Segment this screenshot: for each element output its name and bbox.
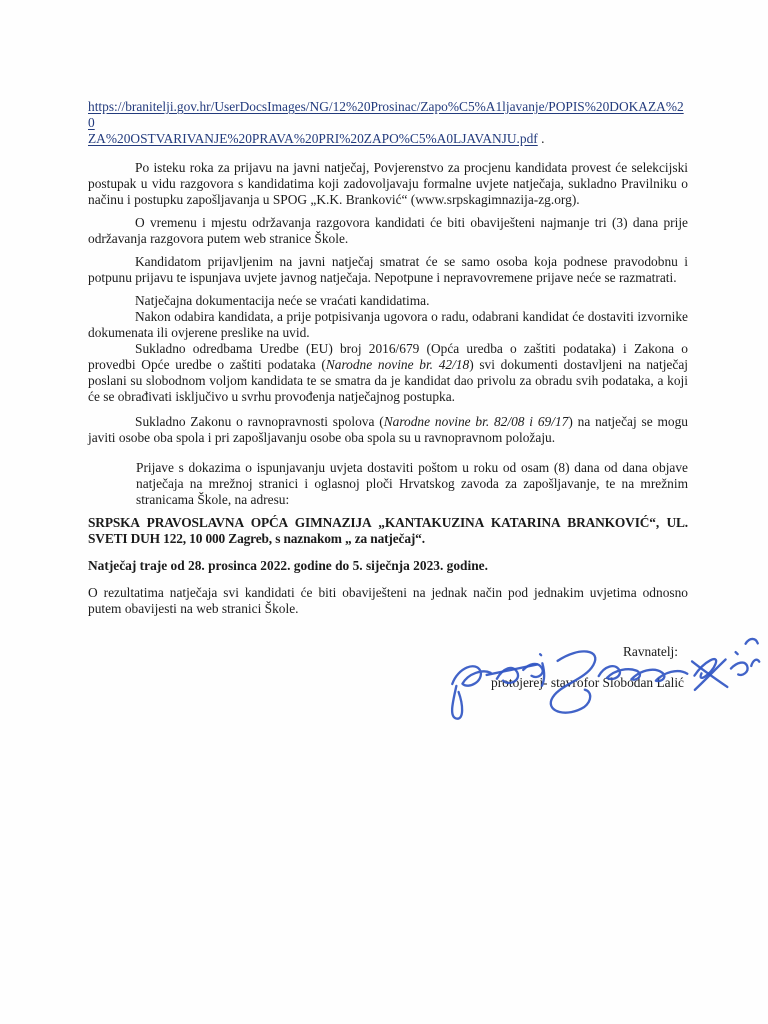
signature-block	[88, 644, 688, 730]
gdpr-text-post: ) svi dokumenti dostavljeni na natječaj poslani su slobodnom voljom kandidata te se smatra da je kandidat dao privolu za obradu svih podataka, a koji će se obrađivati isključivo u svrhu provođenja natječajnog postupka.	[88, 357, 688, 404]
paragraph-gdpr	[88, 341, 688, 405]
paragraph-submission-instructions: Prijave s dokazima o ispunjavanju uvjeta dostaviti poštom u roku od osam (8) dana od dana objave natječaja na mrežnoj stranici i oglasnoj ploči Hrvatskog zavoda za zapošljavanje, te na mrežnim stranicama Škole, na adresu:	[136, 460, 688, 507]
pdf-link-line-2: ZA%20OSTVARIVANJE%20PRAVA%20PRI%20ZAPO%C5%A0LJAVANJU.pdf	[88, 131, 538, 146]
paragraph-gender-equality	[88, 414, 688, 446]
paragraph-originals-on-request: Nakon odabira kandidata, a prije potpisivanja ugovora o radu, odabrani kandidat će dostaviti izvornike dokumenata ili ovjerene preslike na uvid.	[88, 309, 688, 340]
gdpr-text-pre: Sukladno odredbama Uredbe (EU) broj 2016/679 (Opća uredba o zaštiti podataka) i Zakona o provedbi Opće uredbe o zaštiti podataka (	[88, 341, 688, 372]
signer-title: Ravnatelj:	[622, 644, 678, 659]
gender-text-pre: Sukladno Zakonu o ravnopravnosti spolova (	[135, 414, 384, 429]
paragraph-results-notice: O rezultatima natječaja svi kandidati će biti obaviješteni na jednak način pod jednakim uvjetima odnosno putem obavijesti na web stranici Škole.	[88, 585, 688, 616]
gdpr-gazette-reference: Narodne novine br. 42/18	[325, 357, 470, 372]
link-trailing-period: .	[537, 131, 545, 146]
paragraph-interview-notice: O vremenu i mjestu održavanja razgovora kandidati će biti obaviješteni najmanje tri (3) dana prije održavanja razgovora putem web stranice Škole.	[88, 215, 688, 246]
paragraph-documentation-return: Natječajna dokumentacija neće se vraćati kandidatima.	[135, 293, 430, 308]
signer-name: protojerej- stavrofor Slobodan Lalić	[491, 675, 684, 690]
pdf-link-line-1: https://branitelji.gov.hr/UserDocsImages/NG/12%20Prosinac/Zapo%C5%A1ljavanje/POPIS%20DOKAZA%20	[88, 99, 684, 130]
pdf-link-paragraph	[88, 99, 688, 147]
paragraph-selection-process: Po isteku roka za prijavu na javni natječaj, Povjerenstvo za procjenu kandidata provest će selekcijski postupak u vidu razgovora s kandidatima koji zadovoljavaju formalne uvjete natječaja, sukladno Pravilniku o načinu i postupku zapošljavanja u SPOG „K.K. Branković“ (www.srpskagimnazija-zg.org).	[88, 160, 688, 207]
pdf-link[interactable]	[88, 99, 688, 146]
paragraph-valid-applications: Kandidatom prijavljenim na javni natječaj smatrat će se samo osoba koja podnese pravodobnu i potpunu prijavu te ispunjava uvjete javnog natječaja. Nepotpune i nepravovremene prijave neće se razmatrati.	[88, 254, 688, 285]
competition-duration: Natječaj traje od 28. prosinca 2022. godine do 5. siječnja 2023. godine.	[88, 558, 488, 573]
school-address: SRPSKA PRAVOSLAVNA OPĆA GIMNAZIJA „KANTAKUZINA KATARINA BRANKOVIĆ“, UL. SVETI DUH 122, 10 000 Zagreb, s naznakom „ za natječaj“.	[88, 515, 688, 546]
gender-text-post: ) na natječaj se mogu javiti osobe oba spola i pri zapošljavanju osobe oba spola su u ravnopravnom položaju.	[88, 414, 688, 445]
document-body	[88, 99, 688, 730]
gender-gazette-reference: Narodne novine br. 82/08 i 69/17	[383, 414, 569, 429]
